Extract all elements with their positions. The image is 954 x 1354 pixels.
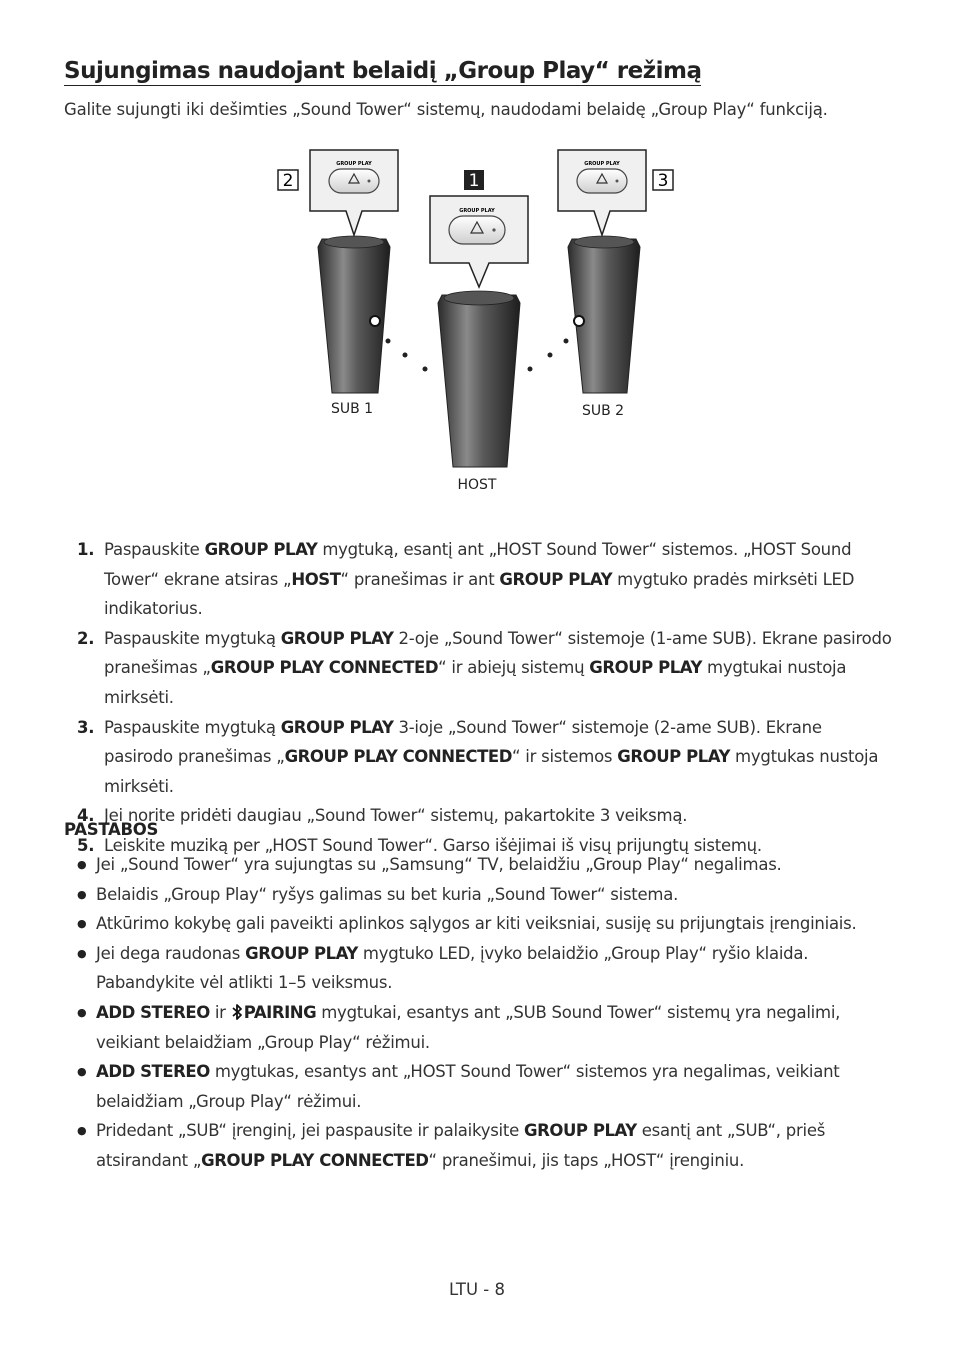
bold-term: GROUP PLAY: [617, 747, 731, 767]
note-item: [64, 939, 894, 998]
bold-term: GROUP PLAY: [245, 943, 358, 963]
note-item: [64, 909, 894, 939]
group-play-diagram: [270, 145, 690, 500]
text-run: Jei dega raudonas: [96, 943, 246, 963]
bold-term: ADD STEREO: [96, 1002, 210, 1022]
sub2-led-dot: [574, 316, 584, 326]
step-number: 4.: [77, 806, 95, 826]
bluetooth-icon: [232, 1004, 243, 1020]
callout-sub2-button-label: GROUP PLAY: [584, 161, 620, 167]
host-tower: [438, 291, 520, 467]
text-run: 3-ioje „Sound Tower“ sistemoje (2-ame SUB). Ekrane pasirodo pranešimas „: [104, 717, 822, 767]
text-run: 2-oje „Sound Tower“ sistemoje (1-ame SUB). Ekrane pasirodo pranešimas „: [104, 628, 892, 678]
callout-sub1-button-label: GROUP PLAY: [336, 161, 372, 167]
step-number: 1.: [77, 540, 95, 559]
bullet-icon: ●: [77, 917, 87, 931]
text-run: “ pranešimas ir ant: [340, 569, 500, 589]
step-item: [64, 801, 894, 831]
text-run: Paspauskite: [104, 540, 205, 559]
text-run: mygtuką, esantį ant „HOST Sound Tower“ sistemos. „HOST Sound Tower“ ekrane atsiras „: [104, 540, 852, 589]
note-item: [64, 998, 894, 1057]
text-run: Belaidis „Group Play“ ryšys galimas su bet kuria „Sound Tower“ sistema.: [96, 884, 679, 904]
host-label: HOST: [457, 477, 497, 493]
step-badge-2-number: 2: [282, 171, 294, 191]
bullet-icon: ●: [77, 946, 87, 960]
step-item: [64, 535, 894, 624]
text-run: “ pranešimui, jis taps „HOST“ įrenginiu.: [428, 1150, 745, 1170]
sub2-label: SUB 2: [581, 403, 625, 419]
diagram-svg: [270, 145, 690, 500]
callout-host: [430, 196, 528, 287]
notes-list: [64, 850, 894, 1176]
page-title: Sujungimas naudojant belaidį „Group Play“ režimą: [64, 58, 702, 84]
step-number: 2.: [77, 628, 95, 648]
bullet-icon: ●: [77, 887, 87, 901]
bold-term: PAIRING: [243, 1002, 317, 1022]
text-run: mygtuko pradės mirksėti LED indikatorius.: [104, 569, 855, 619]
steps-list: [64, 535, 894, 861]
bold-term: ADD STEREO: [96, 1062, 210, 1082]
bullet-icon: ●: [77, 1065, 87, 1079]
sub1-label: SUB 1: [330, 401, 374, 417]
bold-term: GROUP PLAY: [204, 540, 318, 559]
bullet-icon: ●: [77, 1124, 87, 1138]
bold-term: GROUP PLAY CONNECTED: [284, 747, 512, 767]
text-run: mygtuko LED, įvyko belaidžio „Group Play“ ryšio klaida. Pabandykite vėl atlikti 1–5 veiksmus.: [96, 943, 809, 993]
text-run: “ ir sistemos: [511, 747, 618, 767]
bold-term: GROUP PLAY: [280, 717, 394, 737]
text-run: Atkūrimo kokybę gali paveikti aplinkos sąlygos ar kiti veiksniai, susiję su prijungtais įrenginiais.: [96, 914, 857, 934]
bold-term: GROUP PLAY CONNECTED: [210, 658, 439, 678]
text-run: mygtukai nustoja mirksėti.: [104, 658, 847, 707]
text-run: Paspauskite mygtuką: [104, 628, 281, 648]
step-badge-1-number: 1: [468, 171, 480, 191]
bullet-icon: ●: [77, 1005, 87, 1019]
intro-text: Galite sujungti iki dešimties „Sound Tower“ sistemų, naudodami belaidę „Group Play“ funkciją.: [64, 100, 828, 119]
text-run: Paspauskite mygtuką: [104, 717, 281, 737]
callout-sub2: [558, 150, 646, 235]
step-number: 3.: [77, 717, 95, 737]
step-item: [64, 713, 894, 802]
bold-term: GROUP PLAY: [499, 569, 613, 589]
group-play-button-sub1: [329, 169, 379, 193]
bold-term: GROUP PLAY: [524, 1121, 637, 1141]
bold-term: GROUP PLAY: [280, 628, 394, 648]
notes-heading: PASTABOS: [64, 820, 159, 839]
callout-sub1: [310, 150, 398, 235]
group-play-button-host: [449, 216, 505, 244]
callout-host-button-label: GROUP PLAY: [459, 208, 495, 214]
step-item: [64, 624, 894, 713]
text-run: mygtukai, esantys ant „SUB Sound Tower“ sistemų yra negalimi, veikiant belaidžiam „Group Play“ rėžimui.: [96, 1002, 841, 1052]
text-run: Pridedant „SUB“ įrenginį, jei paspausite ir palaikysite: [96, 1121, 525, 1141]
group-play-button-sub2: [577, 169, 627, 193]
note-item: [64, 850, 894, 880]
text-run: “ ir abiejų sistemų: [438, 658, 590, 678]
text-run: esantį ant „SUB“, prieš atsirandant „: [96, 1121, 826, 1170]
bold-term: HOST: [291, 569, 341, 589]
bold-term: GROUP PLAY CONNECTED: [201, 1150, 429, 1170]
step-badge-3-number: 3: [657, 171, 669, 191]
sub1-led-dot: [370, 316, 380, 326]
note-item: [64, 1057, 894, 1116]
note-item: [64, 880, 894, 910]
text-run: Jei „Sound Tower“ yra sujungtas su „Samsung“ TV, belaidžiu „Group Play“ negalimas.: [96, 855, 782, 874]
text-run: Jei norite pridėti daugiau „Sound Tower“ sistemų, pakartokite 3 veiksmą.: [104, 806, 688, 826]
step-number: 5.: [77, 835, 95, 855]
sub1-tower: [318, 236, 390, 393]
note-item: [64, 1116, 894, 1175]
bullet-icon: ●: [77, 858, 87, 871]
text-run: mygtukas, esantys ant „HOST Sound Tower“ sistemos yra negalimas, veikiant belaidžiam „Group Play“ rėžimui.: [96, 1062, 840, 1111]
page-number: LTU - 8: [448, 1280, 506, 1299]
bold-term: GROUP PLAY: [589, 658, 703, 678]
text-run: ir: [209, 1002, 231, 1022]
text-run: Leiskite muziką per „HOST Sound Tower“. Garso išėjimai iš visų prijungtų sistemų.: [104, 835, 762, 855]
text-run: mygtukas nustoja mirksėti.: [104, 747, 879, 796]
sub2-tower: [568, 236, 640, 393]
